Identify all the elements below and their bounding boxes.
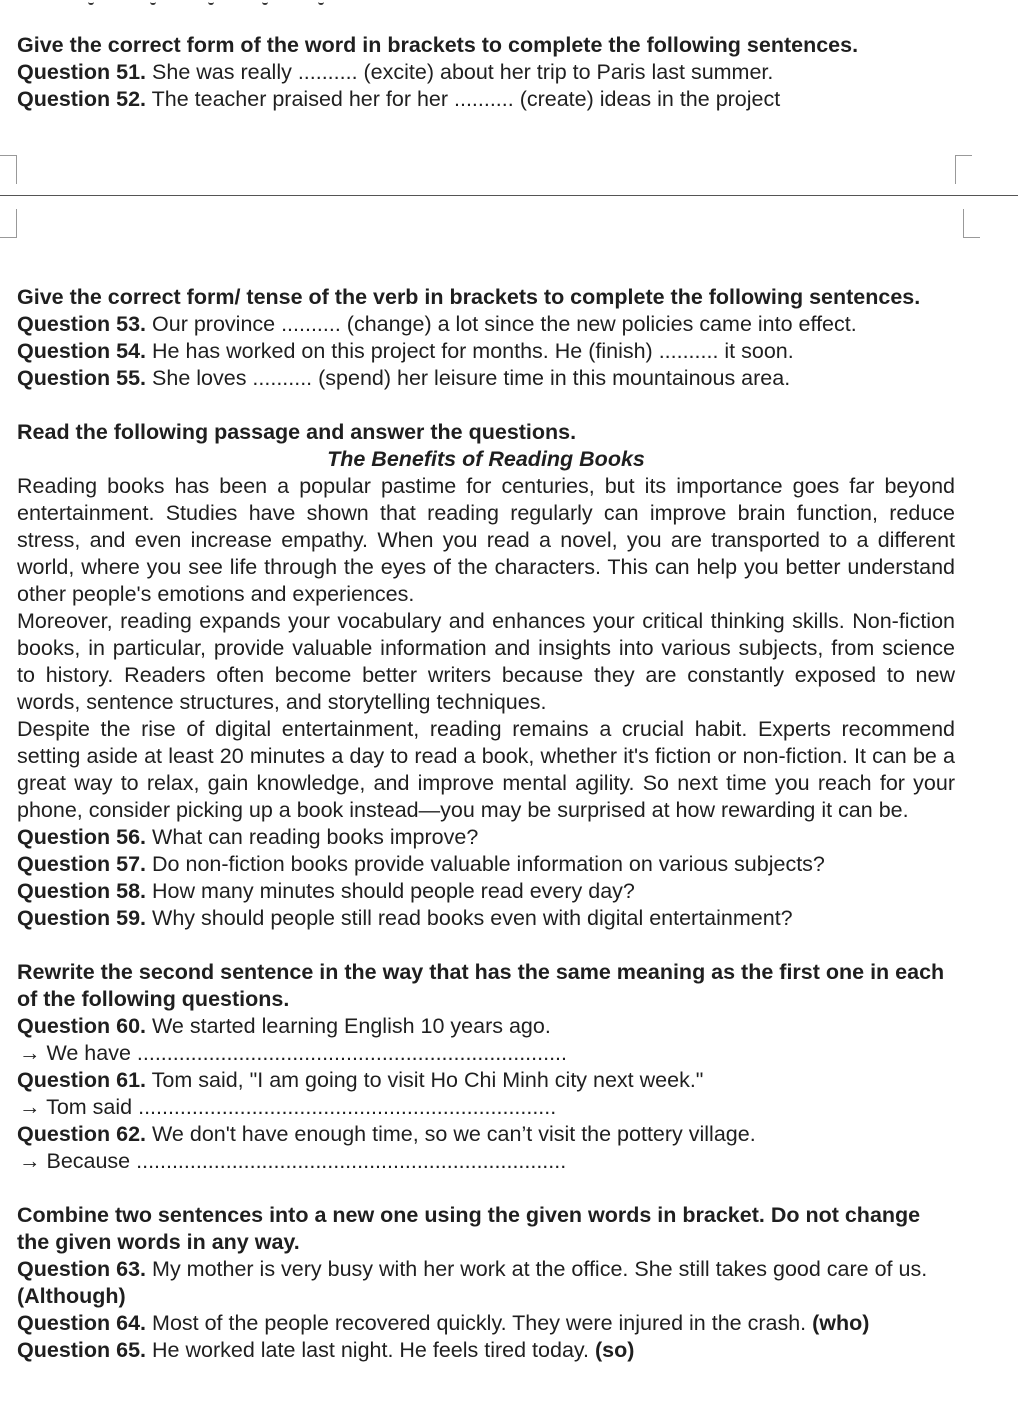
question-label: Question 60. <box>17 1014 147 1038</box>
question-text: We started learning English 10 years ago. <box>152 1014 551 1038</box>
question-text: What can reading books improve? <box>152 825 479 849</box>
question-label: Question 61. <box>17 1068 147 1092</box>
answer-line: → Tom said ...................................................................... <box>19 1095 557 1119</box>
question-label: Question 54. <box>17 339 147 363</box>
section-verb-tense <box>17 284 955 392</box>
question-text: He has worked on this project for months. He (finish) .......... it soon. <box>152 339 794 363</box>
question-item <box>17 1121 955 1148</box>
question-text: Most of the people recovered quickly. They were injured in the crash. <box>152 1311 807 1335</box>
question-text: She loves .......... (spend) her leisure time in this mountainous area. <box>152 366 791 390</box>
section-heading: Read the following passage and answer the questions. <box>17 420 577 444</box>
worksheet <box>17 32 955 1364</box>
question-item <box>17 365 955 392</box>
question-item <box>17 1067 955 1094</box>
question-label: Question 65. <box>17 1338 147 1362</box>
passage-title: The Benefits of Reading Books <box>327 447 645 471</box>
question-label: Question 57. <box>17 852 147 876</box>
horizontal-rule <box>0 195 1018 196</box>
passage-paragraph: Moreover, reading expands your vocabulary and enhances your critical thinking skills. Non-fiction books, in particular, provide valuable information and insights into various subjects, from science to history. Readers often become better writers because they are constantly exposed to new words, sentence structures, and storytelling techniques. <box>17 609 955 714</box>
answer-line: → Because ........................................................................ <box>19 1149 567 1173</box>
question-item <box>17 1013 955 1040</box>
question-label: Question 52. <box>17 87 147 111</box>
question-label: Question 59. <box>17 906 147 930</box>
question-label: Question 56. <box>17 825 147 849</box>
question-item <box>17 1256 955 1310</box>
question-text: Do non-fiction books provide valuable information on various subjects? <box>152 852 825 876</box>
keyword-hint: (so) <box>595 1338 635 1362</box>
question-label: Question 55. <box>17 366 147 390</box>
keyword-hint: (Although) <box>17 1284 126 1308</box>
question-item <box>17 338 955 365</box>
question-text: How many minutes should people read every day? <box>152 879 635 903</box>
question-text: Tom said, "I am going to visit Ho Chi Minh city next week." <box>151 1068 704 1092</box>
question-item <box>17 311 955 338</box>
question-text: He worked late last night. He feels tired today. <box>152 1338 590 1362</box>
section-combine <box>17 1202 955 1364</box>
question-item <box>17 878 955 905</box>
question-item <box>17 824 955 851</box>
passage-paragraph: Despite the rise of digital entertainment, reading remains a crucial habit. Experts recommend setting aside at least 20 minutes a day to read a book, whether it's fiction or non-fiction. It can be a great way to relax, gain knowledge, and improve mental agility. So next time you reach for your phone, consider picking up a book instead—you may be surprised at how rewarding it can be. <box>17 717 955 822</box>
question-text: Why should people still read books even with digital entertainment? <box>152 906 793 930</box>
crop-mark <box>0 155 17 184</box>
question-text: My mother is very busy with her work at the office. She still takes good care of us. <box>152 1257 928 1281</box>
crop-mark <box>955 155 972 184</box>
question-label: Question 64. <box>17 1311 147 1335</box>
section-heading: Give the correct form of the word in brackets to complete the following sentences. <box>17 33 859 57</box>
question-text: Our province .......... (change) a lot since the new policies came into effect. <box>152 312 857 336</box>
question-label: Question 63. <box>17 1257 147 1281</box>
question-label: Question 51. <box>17 60 147 84</box>
question-text: The teacher praised her for her .......... (create) ideas in the project <box>151 87 781 111</box>
section-reading <box>17 419 955 932</box>
section-heading: Combine two sentences into a new one using the given words in bracket. Do not change the given words in any way. <box>17 1203 921 1254</box>
section-word-form <box>17 32 955 113</box>
question-label: Question 58. <box>17 879 147 903</box>
question-item <box>17 1310 955 1337</box>
page-divider <box>0 113 1018 284</box>
question-item <box>17 59 955 86</box>
question-item <box>17 851 955 878</box>
answer-line: → We have ........................................................................ <box>19 1041 567 1065</box>
question-label: Question 62. <box>17 1122 147 1146</box>
crop-mark <box>963 209 980 238</box>
question-item <box>17 86 955 113</box>
question-item <box>17 905 955 932</box>
question-text: She was really .......... (excite) about her trip to Paris last summer. <box>152 60 774 84</box>
section-heading: Give the correct form/ tense of the verb in brackets to complete the following sentences. <box>17 285 921 309</box>
crop-mark <box>0 209 17 238</box>
question-text: We don't have enough time, so we can’t visit the pottery village. <box>152 1122 756 1146</box>
passage-paragraph: Reading books has been a popular pastime for centuries, but its importance goes far beyond entertainment. Studies have shown that reading regularly can improve brain function, reduce stress, and even increase empathy. When you read a novel, you are transported to a different world, where you see life through the eyes of the characters. This can help you better understand other people's emotions and experiences. <box>17 474 955 606</box>
section-heading: Rewrite the second sentence in the way that has the same meaning as the first one in each of the following questions. <box>17 960 945 1011</box>
question-label: Question 53. <box>17 312 147 336</box>
top-edge-fragment <box>0 0 400 4</box>
section-rewrite <box>17 959 955 1175</box>
keyword-hint: (who) <box>812 1311 870 1335</box>
question-item <box>17 1337 955 1364</box>
